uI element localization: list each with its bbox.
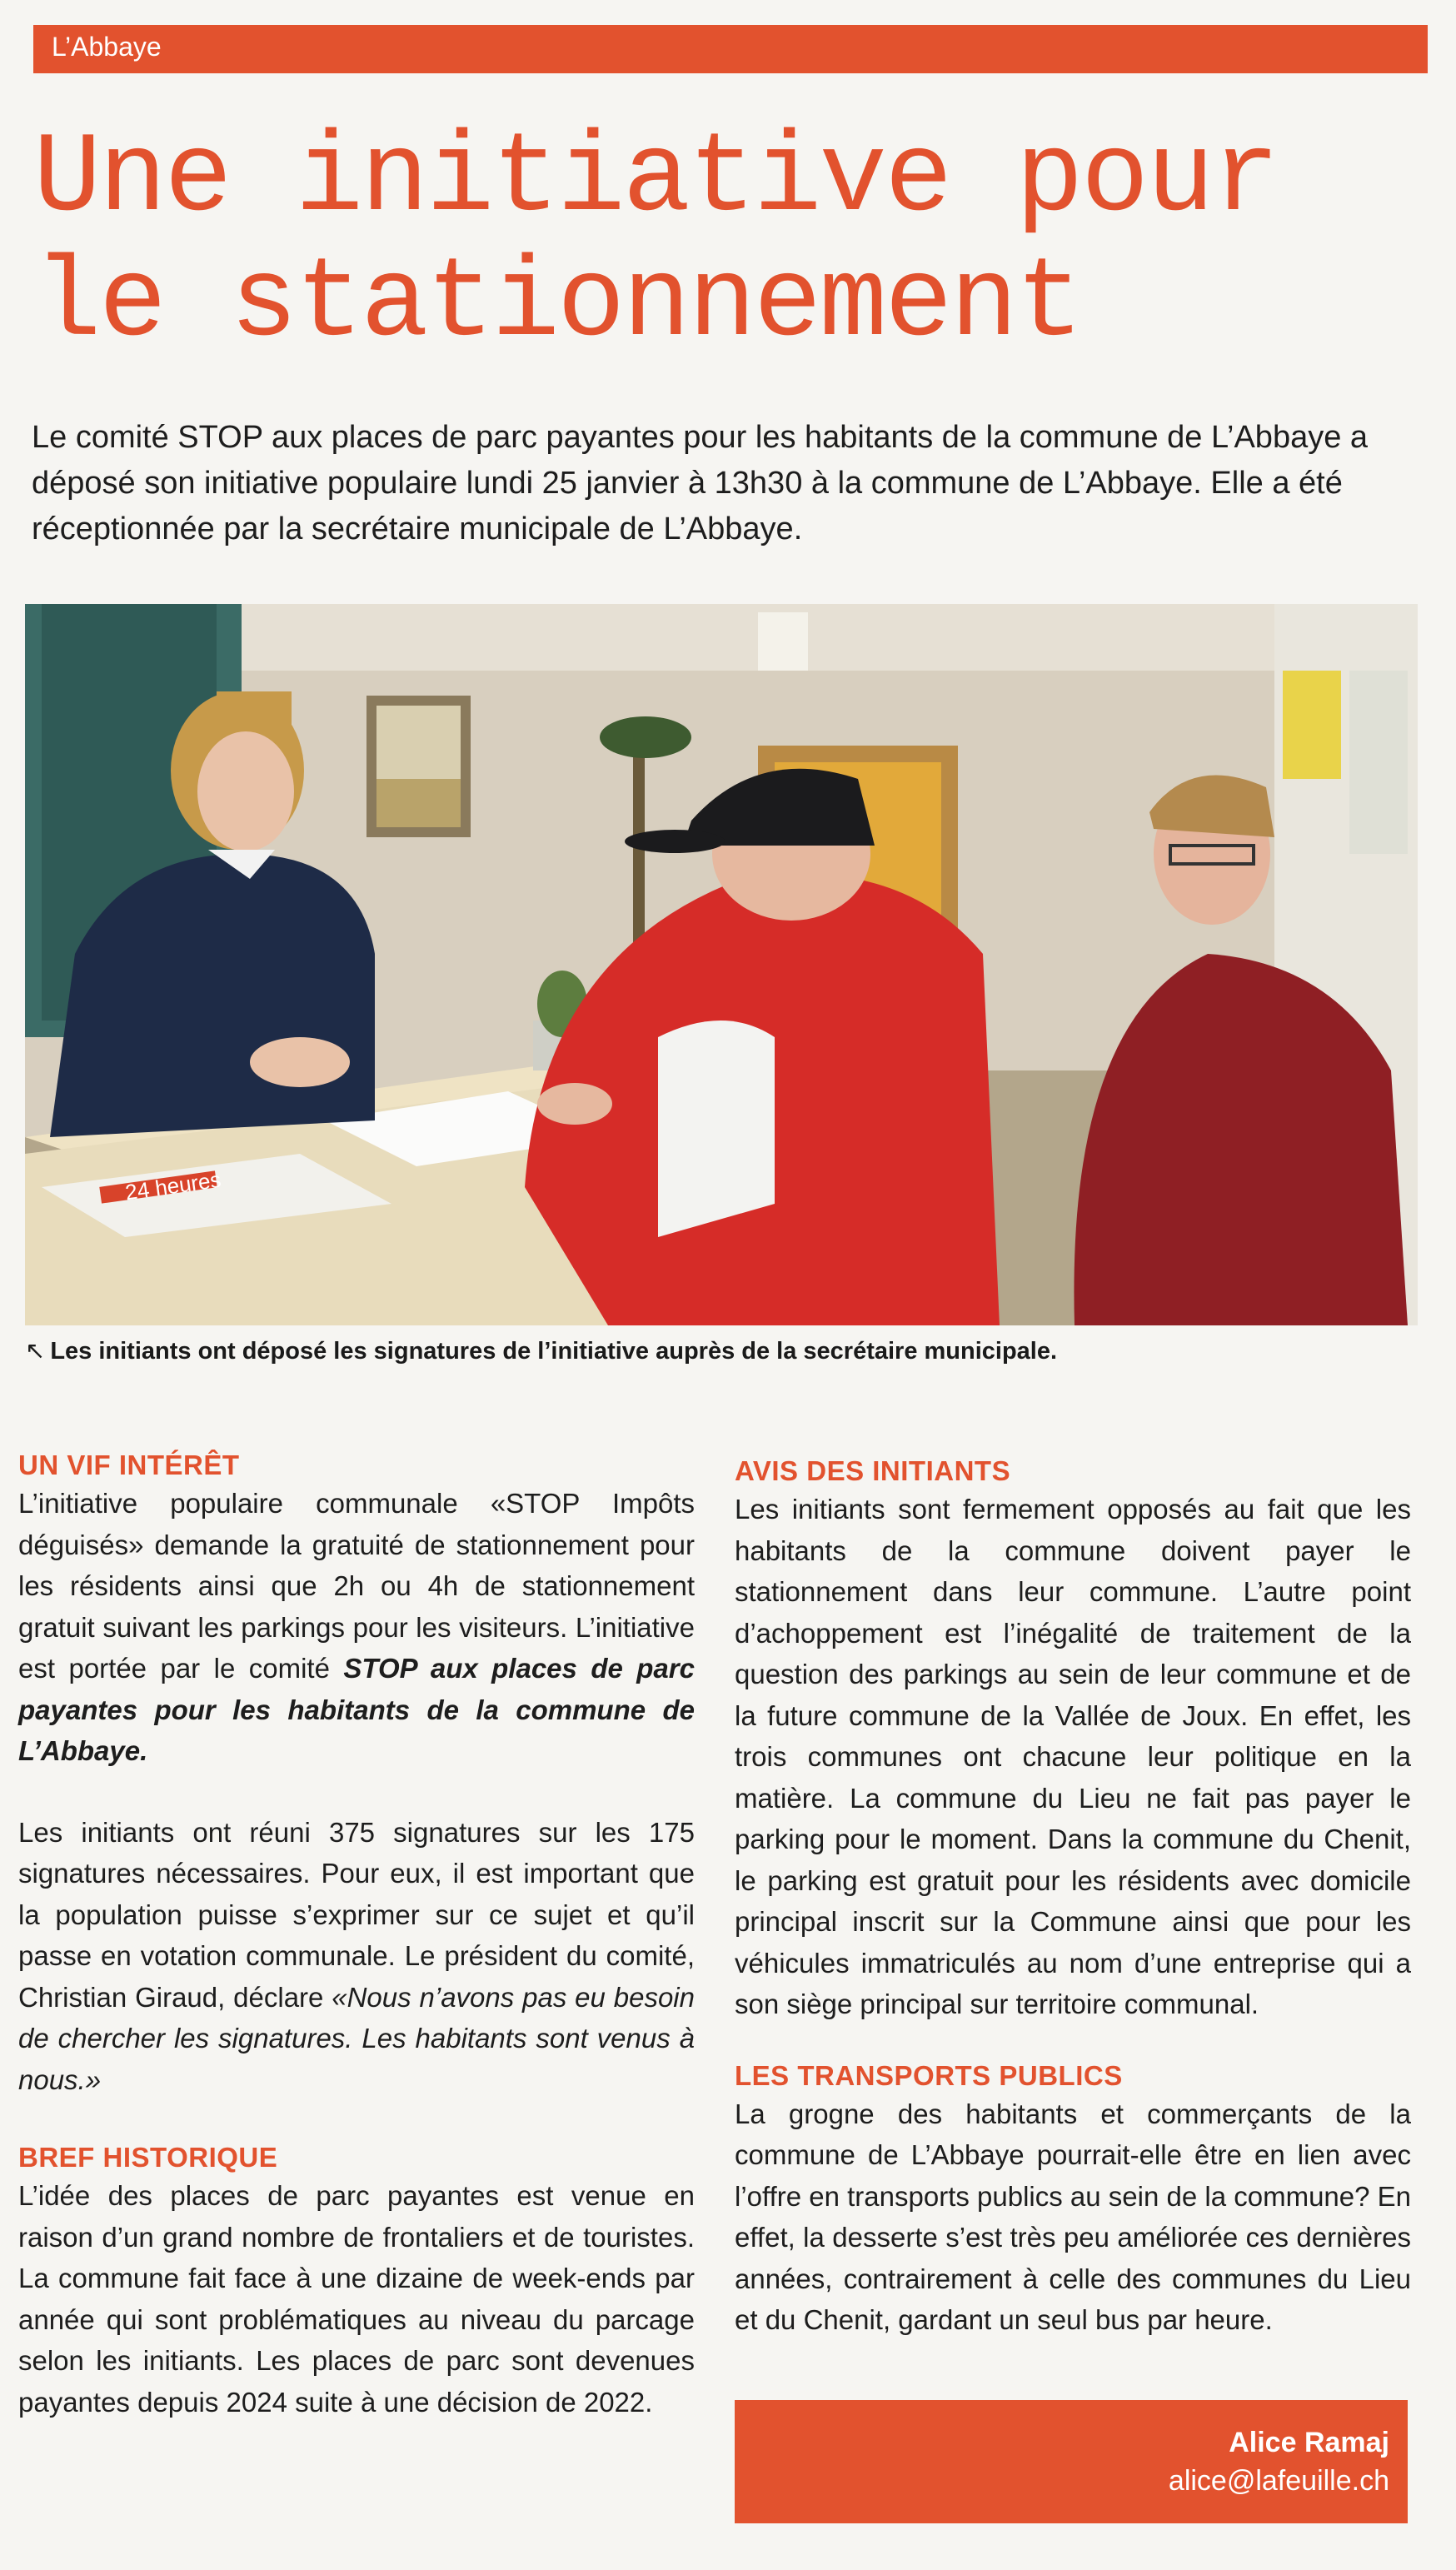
caption-text: Les initiants ont déposé les signatures de l’initiative auprès de la secrétaire municipale.	[50, 1338, 1058, 1365]
right-column	[735, 1454, 1411, 2341]
paragraph-interet-1	[18, 1483, 695, 1772]
article-title	[33, 117, 1283, 367]
interet-committee: STOP aux places de parc payantes pour les habitants de la commune de L’Abbaye.	[18, 1653, 695, 1766]
photo-caption	[25, 1336, 1408, 1365]
title-line-1: Une initiative pour	[33, 115, 1278, 243]
newspaper-mast: 24 heures	[123, 1166, 223, 1205]
caption-arrow-icon: ↖	[25, 1338, 46, 1365]
paragraph-historique: L’idée des places de parc payantes est venue en raison d’un grand nombre de frontaliers et de touristes. La commune fait face à une dizaine de week-ends par année qui sont problématiques au niveau du parcage selon les initiants. Les places de parc sont devenues payantes depuis 2024 suite à une décision de 2022.	[18, 2180, 695, 2418]
section-label: L’Abbaye	[52, 32, 162, 62]
title-line-2: le stationnement	[33, 240, 1081, 368]
heading-interet: UN VIF INTÉRÊT	[18, 1450, 240, 1480]
section-bar	[33, 25, 1428, 73]
photo-illustration	[25, 604, 1418, 1325]
interet-text-2: Les initiants ont réuni 375 signatures sur les 175 signatures nécessaires. Pour eux, il est important que la population puisse s’exprimer sur ce sujet et qu’il passe en votation communale. Le président du comité, Christian Giraud, déclare	[18, 1816, 695, 2013]
left-column	[18, 1448, 695, 2423]
paragraph-avis: Les initiants sont fermement opposés au fait que les habitants de la commune doivent payer le stationnement dans leur commune. L’autre point d’achoppement est l’inégalité de traitement de la question des parkings au sein de leur commune et de la future commune de la Vallée de Joux. En effet, les trois communes ont chacune leur politique en la matière. La commune du Lieu ne fait pas payer le parking pour le moment. Dans la commune du Chenit, le parking est gratuit pour les résidents avec domicile principal inscrit sur la Commune ainsi que pour les véhicules immatriculés au nom d’une entreprise qui a son siège principal sur territoire communal.	[735, 1494, 1411, 2019]
author-signoff	[735, 2400, 1408, 2523]
heading-historique: BREF HISTORIQUE	[18, 2142, 278, 2173]
paragraph-interet-2	[18, 1812, 695, 2101]
author-name: Alice Ramaj	[1229, 2427, 1389, 2458]
paragraph-transports: La grogne des habitants et commerçants de la commune de L’Abbaye pourrait-elle être en lien avec l’offre en transports publics au sein de la commune? En effet, la desserte s’est très peu améliorée ces dernières années, contrairement à celle des communes du Lieu et du Chenit, gardant un seul bus par heure.	[735, 2098, 1412, 2335]
heading-transports: LES TRANSPORTS PUBLICS	[735, 2059, 1123, 2091]
heading-avis: AVIS DES INITIANTS	[735, 1455, 1011, 1486]
article-lead: Le comité STOP aux places de parc payantes pour les habitants de la commune de L’Abbaye a déposé son initiative populaire lundi 25 janvier à 13h30 à la commune de L’Abbaye. Elle a été réceptionnée par la secrétaire municipale de L’Abbaye.	[32, 420, 1369, 546]
interet-text: L’initiative populaire communale «STOP Impôts déguisés» demande la gratuité de stationnement pour les résidents ainsi que 2h ou 4h de stationnement gratuit suivant les parkings pour les visiteurs. L’initiative est portée par le comité	[18, 1488, 695, 1684]
interet-quote: «Nous n’avons pas eu besoin de chercher les signatures. Les habitants sont venus à nous.»	[18, 1981, 695, 2095]
author-email[interactable]: alice@lafeuille.ch	[1168, 2465, 1389, 2497]
article-photo	[25, 604, 1418, 1325]
